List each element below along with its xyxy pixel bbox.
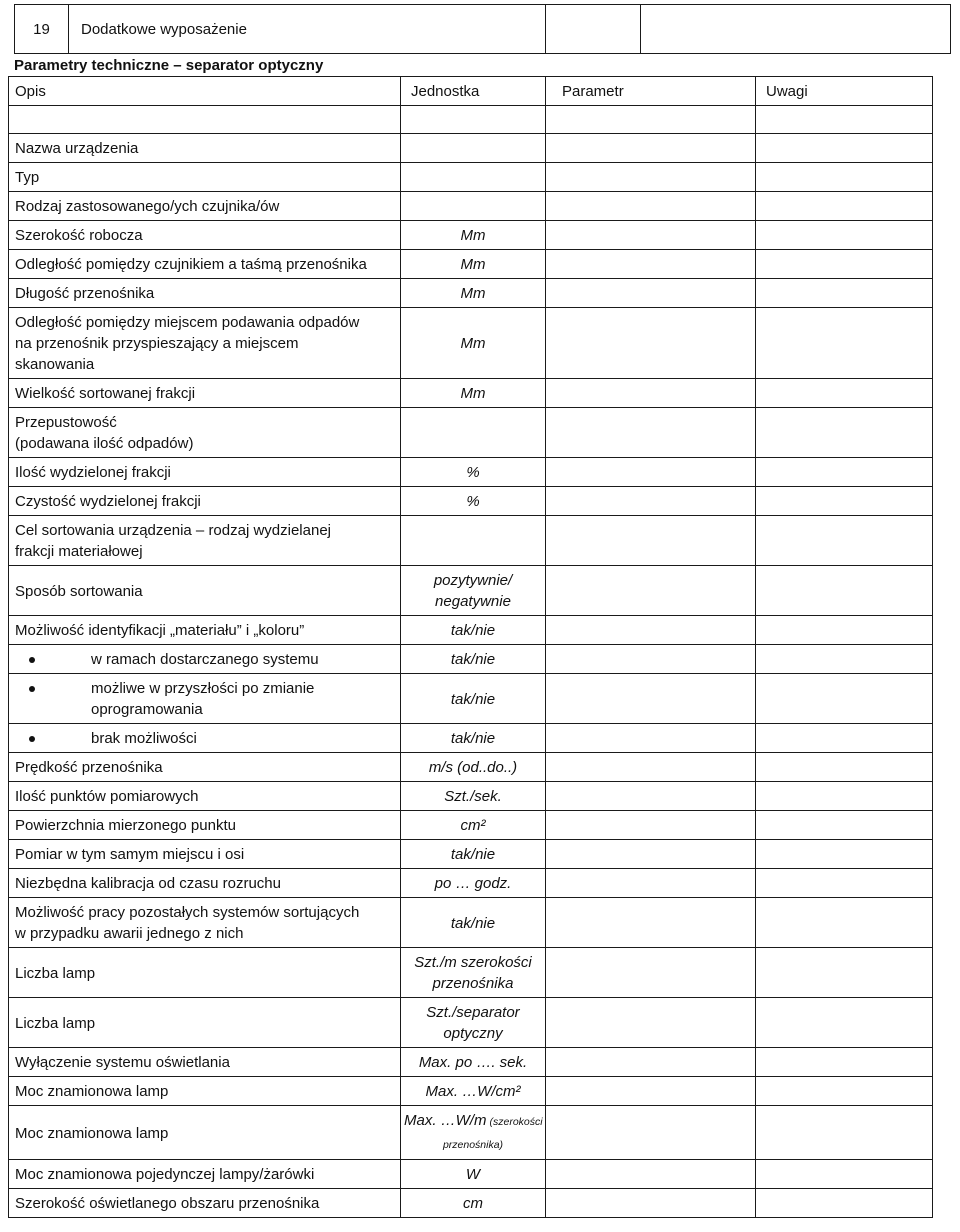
table-row (9, 724, 933, 753)
jednostka-cell (401, 379, 546, 408)
jednostka-cell (401, 279, 546, 308)
jednostka-text: tak/nie (450, 730, 496, 747)
uwagi-cell (756, 516, 933, 566)
opis-cell (9, 458, 401, 487)
jednostka-text: m/s (od..do..) (428, 759, 518, 776)
jednostka-cell (401, 811, 546, 840)
table-row (9, 279, 933, 308)
uwagi-cell (756, 1106, 933, 1160)
opis-cell (9, 308, 401, 379)
parametr-cell (546, 279, 756, 308)
uwagi-cell (756, 811, 933, 840)
uwagi-cell (756, 192, 933, 221)
opis-cell (9, 616, 401, 645)
opis-cell (9, 163, 401, 192)
opis-line: możliwe w przyszłości po zmianie (91, 680, 315, 697)
column-header-jednostka: Jednostka (401, 77, 546, 106)
jednostka-note: (szerokości (489, 1116, 543, 1128)
jednostka-line (404, 1164, 542, 1185)
parametr-cell (546, 192, 756, 221)
opis-line: (podawana ilość odpadów) (15, 435, 194, 452)
parametr-cell (546, 516, 756, 566)
opis-line: Moc znamionowa lamp (15, 1083, 169, 1100)
uwagi-cell (756, 782, 933, 811)
jednostka-line (404, 1110, 542, 1133)
jednostka-line (404, 815, 542, 836)
jednostka-line (404, 491, 542, 512)
jednostka-cell (401, 948, 546, 998)
uwagi-cell (756, 674, 933, 724)
parametr-cell (546, 134, 756, 163)
uwagi-cell (756, 458, 933, 487)
opis-line: Moc znamionowa lamp (15, 1124, 169, 1142)
opis-cell (9, 1160, 401, 1189)
opis-line: Przepustowość (15, 414, 117, 431)
uwagi-cell (756, 308, 933, 379)
uwagi-cell (756, 898, 933, 948)
parameters-table (8, 76, 933, 1218)
jednostka-text: Mm (460, 335, 486, 352)
table-row (9, 458, 933, 487)
jednostka-cell (401, 487, 546, 516)
jednostka-line (404, 1052, 542, 1073)
section-header-table (14, 4, 951, 54)
opis-line: Prędkość przenośnika (15, 759, 163, 776)
opis-line: na przenośnik przyspieszający a miejscem (15, 335, 299, 352)
list-item (15, 678, 394, 720)
jednostka-cell (401, 566, 546, 616)
parametr-cell (546, 998, 756, 1048)
section-number: 19 (15, 5, 69, 54)
jednostka-cell (401, 1077, 546, 1106)
uwagi-cell (756, 724, 933, 753)
opis-cell (9, 840, 401, 869)
parametr-cell (546, 1189, 756, 1218)
jednostka-line (404, 225, 542, 246)
bullet-icon (29, 686, 35, 692)
uwagi-cell (756, 134, 933, 163)
table-row (9, 379, 933, 408)
jednostka-text: cm (463, 1195, 483, 1212)
jednostka-text: Max. …W/cm² (425, 1083, 521, 1100)
jednostka-line (404, 1081, 542, 1102)
opis-line: brak możliwości (91, 730, 197, 747)
jednostka-note: przenośnika) (442, 1139, 504, 1151)
opis-line: Możliwość pracy pozostałych systemów sortujących (15, 904, 360, 921)
jednostka-text: % (466, 464, 480, 481)
opis-line: w przypadku awarii jednego z nich (15, 925, 244, 942)
jednostka-text: Max. po …. sek. (418, 1054, 528, 1071)
table-row (9, 674, 933, 724)
table-row (9, 869, 933, 898)
jednostka-cell (401, 724, 546, 753)
parametr-cell (546, 645, 756, 674)
opis-cell (9, 250, 401, 279)
jednostka-line (404, 689, 542, 710)
opis-line: Niezbędna kalibracja od czasu rozruchu (15, 875, 281, 892)
jednostka-line (404, 728, 542, 749)
uwagi-cell (756, 379, 933, 408)
uwagi-cell (756, 566, 933, 616)
opis-line: Ilość punktów pomiarowych (15, 788, 199, 805)
table-row (9, 516, 933, 566)
jednostka-cell (401, 192, 546, 221)
jednostka-line (404, 952, 542, 973)
opis-line: Odległość pomiędzy miejscem podawania odpadów (15, 314, 360, 331)
uwagi-cell (756, 1189, 933, 1218)
jednostka-cell (401, 1106, 546, 1160)
jednostka-line (404, 649, 542, 670)
opis-cell (9, 487, 401, 516)
opis-cell (9, 192, 401, 221)
parametr-cell (546, 616, 756, 645)
jednostka-cell (401, 840, 546, 869)
parametr-cell (546, 869, 756, 898)
parametr-cell (546, 458, 756, 487)
opis-cell (9, 1048, 401, 1077)
parametr-cell (546, 1106, 756, 1160)
table-row (9, 221, 933, 250)
jednostka-text: tak/nie (450, 690, 496, 708)
uwagi-cell (756, 1160, 933, 1189)
jednostka-text: Szt./sek. (444, 788, 502, 805)
uwagi-cell (756, 869, 933, 898)
opis-cell (9, 1077, 401, 1106)
opis-cell (9, 645, 401, 674)
table-row (9, 782, 933, 811)
document-subtitle: Parametry techniczne – separator optyczny (14, 57, 324, 74)
jednostka-text: po … godz. (434, 875, 512, 892)
jednostka-line (404, 873, 542, 894)
jednostka-cell (401, 1048, 546, 1077)
opis-cell (9, 782, 401, 811)
jednostka-text: Mm (460, 285, 486, 302)
table-row (9, 1106, 933, 1160)
jednostka-text: Max. …W/m (404, 1112, 487, 1129)
bullet-icon (29, 736, 35, 742)
uwagi-cell (756, 645, 933, 674)
parametr-cell (546, 566, 756, 616)
parametr-cell (546, 724, 756, 753)
opis-cell (9, 948, 401, 998)
opis-cell (9, 221, 401, 250)
parametr-cell (546, 250, 756, 279)
parametr-cell (546, 898, 756, 948)
opis-cell (9, 674, 401, 724)
parametr-cell (546, 1048, 756, 1077)
table-row (9, 811, 933, 840)
column-header-uwagi: Uwagi (756, 77, 933, 106)
opis-cell (9, 279, 401, 308)
opis-cell (9, 566, 401, 616)
jednostka-text: pozytywnie/ (433, 572, 513, 589)
table-row (9, 192, 933, 221)
opis-cell (9, 869, 401, 898)
jednostka-text: przenośnika (432, 975, 514, 992)
opis-cell (9, 1106, 401, 1160)
uwagi-cell (756, 408, 933, 458)
table-row (9, 487, 933, 516)
opis-line: Czystość wydzielonej frakcji (15, 493, 201, 510)
jednostka-text: tak/nie (450, 914, 496, 932)
jednostka-cell (401, 782, 546, 811)
jednostka-cell (401, 163, 546, 192)
table-row (9, 948, 933, 998)
uwagi-cell (756, 221, 933, 250)
uwagi-cell (756, 106, 933, 134)
jednostka-line (404, 757, 542, 778)
opis-cell (9, 898, 401, 948)
opis-cell (9, 724, 401, 753)
uwagi-cell (756, 487, 933, 516)
uwagi-cell (756, 840, 933, 869)
column-header-parametr: Parametr (546, 77, 756, 106)
jednostka-cell (401, 1189, 546, 1218)
jednostka-cell (401, 516, 546, 566)
table-row (9, 616, 933, 645)
jednostka-line (404, 462, 542, 483)
jednostka-text: Szt./m szerokości (414, 954, 532, 971)
section-header-row (15, 5, 951, 54)
column-header-opis: Opis (9, 77, 401, 106)
opis-line: Powierzchnia mierzonego punktu (15, 817, 236, 834)
jednostka-cell (401, 1160, 546, 1189)
jednostka-cell (401, 221, 546, 250)
jednostka-line (404, 570, 542, 591)
jednostka-cell (401, 616, 546, 645)
opis-line: skanowania (15, 356, 95, 373)
opis-cell (9, 134, 401, 163)
list-item (15, 649, 394, 670)
uwagi-cell (756, 1048, 933, 1077)
jednostka-line (404, 254, 542, 275)
table-header-row (9, 77, 933, 106)
opis-line: Wielkość sortowanej frakcji (15, 385, 196, 402)
jednostka-note-line (404, 1133, 542, 1156)
jednostka-text: tak/nie (450, 622, 496, 639)
jednostka-text: tak/nie (450, 651, 496, 668)
section-empty-cell (546, 5, 641, 54)
opis-cell (9, 516, 401, 566)
jednostka-text: tak/nie (450, 846, 496, 863)
uwagi-cell (756, 616, 933, 645)
table-row (9, 840, 933, 869)
jednostka-text: Mm (460, 256, 486, 273)
parametr-cell (546, 840, 756, 869)
jednostka-cell (401, 408, 546, 458)
parametr-cell (546, 221, 756, 250)
table-row (9, 1048, 933, 1077)
jednostka-cell (401, 458, 546, 487)
parametr-cell (546, 308, 756, 379)
opis-line: Cel sortowania urządzenia – rodzaj wydzielanej (15, 522, 332, 539)
list-item (15, 728, 394, 749)
jednostka-line (404, 591, 542, 612)
table-row (9, 645, 933, 674)
table-row (9, 1160, 933, 1189)
parametr-cell (546, 753, 756, 782)
opis-line: oprogramowania (91, 701, 203, 718)
table-row (9, 566, 933, 616)
jednostka-line (404, 283, 542, 304)
uwagi-cell (756, 163, 933, 192)
table-row (9, 753, 933, 782)
opis-cell (9, 408, 401, 458)
jednostka-line (404, 844, 542, 865)
opis-cell (9, 1189, 401, 1218)
opis-line: Wyłączenie systemu oświetlania (15, 1054, 230, 1071)
parametr-cell (546, 408, 756, 458)
parametr-cell (546, 811, 756, 840)
table-row (9, 898, 933, 948)
uwagi-cell (756, 1077, 933, 1106)
jednostka-line (404, 333, 542, 354)
parametr-cell (546, 106, 756, 134)
table-row (9, 163, 933, 192)
opis-line: Liczba lamp (15, 1014, 96, 1032)
blank-row (9, 106, 933, 134)
parametr-cell (546, 674, 756, 724)
jednostka-cell (401, 250, 546, 279)
section-empty-cell (641, 5, 951, 54)
opis-cell (9, 811, 401, 840)
table-row (9, 1189, 933, 1218)
jednostka-text: negatywnie (435, 593, 511, 610)
opis-line: Pomiar w tym samym miejscu i osi (15, 846, 245, 863)
opis-cell (9, 998, 401, 1048)
table-row (9, 1077, 933, 1106)
jednostka-text: cm² (460, 817, 486, 834)
jednostka-text: optyczny (443, 1025, 503, 1042)
opis-line: Szerokość oświetlanego obszaru przenośnika (15, 1195, 320, 1212)
jednostka-text: Mm (460, 385, 486, 402)
jednostka-line (404, 383, 542, 404)
opis-line: Długość przenośnika (15, 285, 155, 302)
opis-line: Szerokość robocza (15, 227, 143, 244)
opis-line: Nazwa urządzenia (15, 140, 139, 157)
opis-line: Rodzaj zastosowanego/ych czujnika/ów (15, 198, 280, 215)
jednostka-cell (401, 998, 546, 1048)
opis-line: Typ (15, 169, 40, 186)
list-item-text (91, 678, 394, 720)
table-row (9, 250, 933, 279)
jednostka-line (404, 620, 542, 641)
jednostka-line (404, 786, 542, 807)
jednostka-cell (401, 898, 546, 948)
parametr-cell (546, 1160, 756, 1189)
jednostka-text: W (465, 1166, 481, 1183)
opis-line: Ilość wydzielonej frakcji (15, 464, 171, 481)
table-row (9, 998, 933, 1048)
table-body (9, 106, 933, 1218)
jednostka-cell (401, 106, 546, 134)
opis-line: Możliwość identyfikacji „materiału” i „koloru” (15, 622, 305, 639)
opis-line: w ramach dostarczanego systemu (91, 651, 319, 668)
jednostka-text: % (466, 493, 480, 510)
jednostka-cell (401, 753, 546, 782)
list-item-text (91, 649, 394, 670)
jednostka-text: Mm (460, 227, 486, 244)
parametr-cell (546, 163, 756, 192)
parametr-cell (546, 379, 756, 408)
uwagi-cell (756, 948, 933, 998)
uwagi-cell (756, 753, 933, 782)
jednostka-cell (401, 308, 546, 379)
opis-cell (9, 753, 401, 782)
opis-line: Sposób sortowania (15, 582, 143, 600)
jednostka-line (404, 973, 542, 994)
opis-line: Moc znamionowa pojedynczej lampy/żarówki (15, 1166, 315, 1183)
opis-line: Odległość pomiędzy czujnikiem a taśmą przenośnika (15, 256, 367, 273)
jednostka-line (404, 913, 542, 934)
jednostka-line (404, 1002, 542, 1023)
jednostka-cell (401, 645, 546, 674)
uwagi-cell (756, 998, 933, 1048)
opis-cell (9, 106, 401, 134)
jednostka-cell (401, 674, 546, 724)
opis-cell (9, 379, 401, 408)
opis-line: Liczba lamp (15, 964, 96, 982)
parametr-cell (546, 948, 756, 998)
bullet-icon (29, 657, 35, 663)
parametr-cell (546, 1077, 756, 1106)
list-item-text (91, 728, 394, 749)
opis-line: frakcji materiałowej (15, 543, 143, 560)
uwagi-cell (756, 279, 933, 308)
parametr-cell (546, 782, 756, 811)
section-name: Dodatkowe wyposażenie (69, 5, 546, 54)
parametr-cell (546, 487, 756, 516)
jednostka-text: Szt./separator (426, 1004, 520, 1021)
jednostka-line (404, 1023, 542, 1044)
table-row (9, 134, 933, 163)
jednostka-cell (401, 869, 546, 898)
jednostka-cell (401, 134, 546, 163)
jednostka-line (404, 1193, 542, 1214)
uwagi-cell (756, 250, 933, 279)
table-row (9, 308, 933, 379)
table-row (9, 408, 933, 458)
